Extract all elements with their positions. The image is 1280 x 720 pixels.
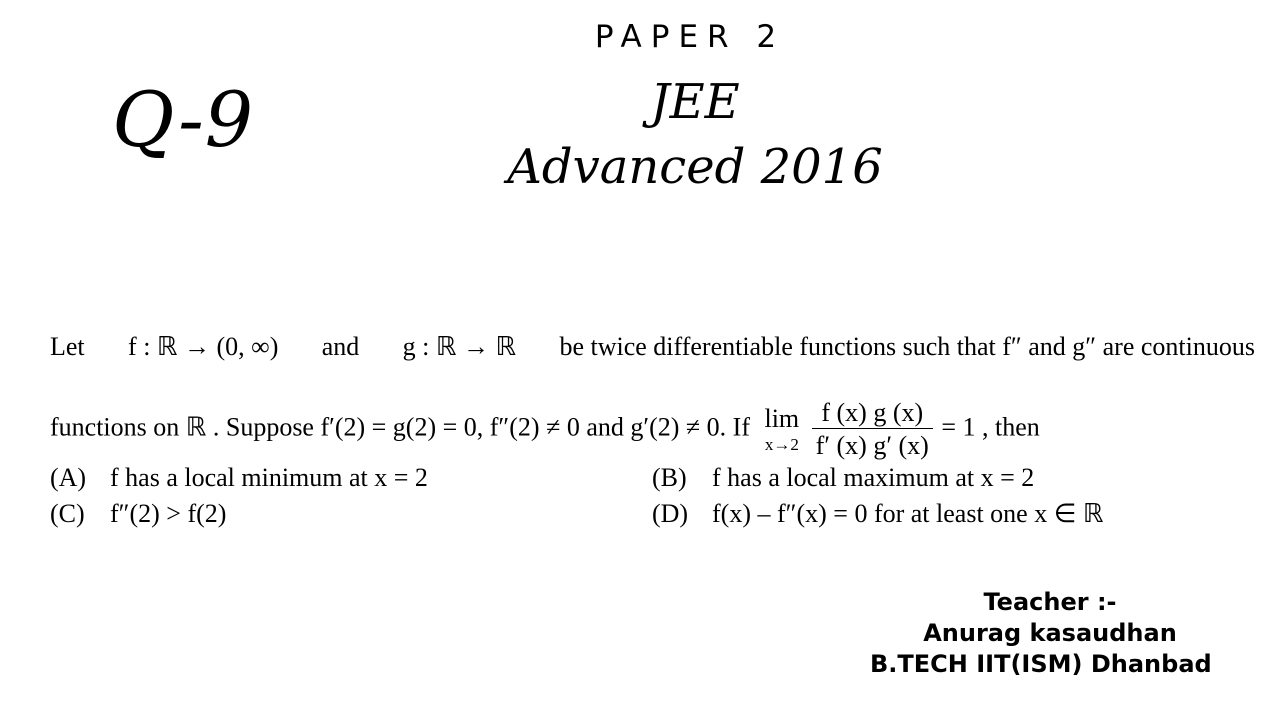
exam-edition: Advanced 2016 bbox=[507, 139, 883, 195]
question-number: Q-9 bbox=[112, 75, 255, 164]
option-b-label: (B) bbox=[652, 463, 687, 492]
teacher-title: Teacher :- bbox=[983, 588, 1117, 616]
option-c-label: (C) bbox=[50, 499, 85, 528]
question-f-mapping: f : ℝ → (0, ∞) bbox=[128, 332, 279, 361]
question-line-2-post: = 1 , then bbox=[941, 412, 1040, 442]
option-b-text: f has a local maximum at x = 2 bbox=[712, 463, 1035, 492]
option-a-text: f has a local minimum at x = 2 bbox=[110, 463, 428, 492]
fraction-denominator: f′ (x) g′ (x) bbox=[815, 431, 929, 460]
option-c bbox=[50, 501, 226, 527]
exam-title: JEE bbox=[650, 74, 740, 130]
question-let: Let bbox=[50, 332, 85, 361]
question-line-1 bbox=[50, 334, 1255, 360]
option-d-label: (D) bbox=[652, 499, 689, 528]
question-line-2 bbox=[50, 400, 1040, 459]
question-line-2-pre: functions on ℝ . Suppose f′(2) = g(2) = 0, f″(2) ≠ 0 and g′(2) ≠ 0. If bbox=[50, 412, 750, 442]
question-and: and bbox=[321, 332, 360, 361]
question-g-mapping: g : ℝ → ℝ bbox=[402, 332, 517, 361]
option-d bbox=[652, 501, 1103, 527]
limit-fraction bbox=[812, 400, 933, 459]
limit-word: lim bbox=[764, 404, 800, 433]
paper-label: PAPER 2 bbox=[594, 19, 786, 55]
option-a bbox=[50, 465, 428, 491]
fraction-numerator: f (x) g (x) bbox=[812, 400, 933, 429]
limit-operator bbox=[764, 406, 799, 453]
teacher-credential: B.TECH IIT(ISM) Dhanbad bbox=[870, 650, 1212, 678]
option-a-label: (A) bbox=[50, 463, 87, 492]
teacher-name: Anurag kasaudhan bbox=[923, 619, 1177, 647]
option-c-text: f″(2) > f(2) bbox=[110, 499, 227, 528]
option-b bbox=[652, 465, 1034, 491]
option-d-text: f(x) – f″(x) = 0 for at least one x ∈ ℝ bbox=[712, 499, 1104, 528]
question-line-1-rest: be twice differentiable functions such that f″ and g″ are continuous bbox=[559, 332, 1255, 361]
limit-subscript: x→2 bbox=[764, 435, 799, 454]
